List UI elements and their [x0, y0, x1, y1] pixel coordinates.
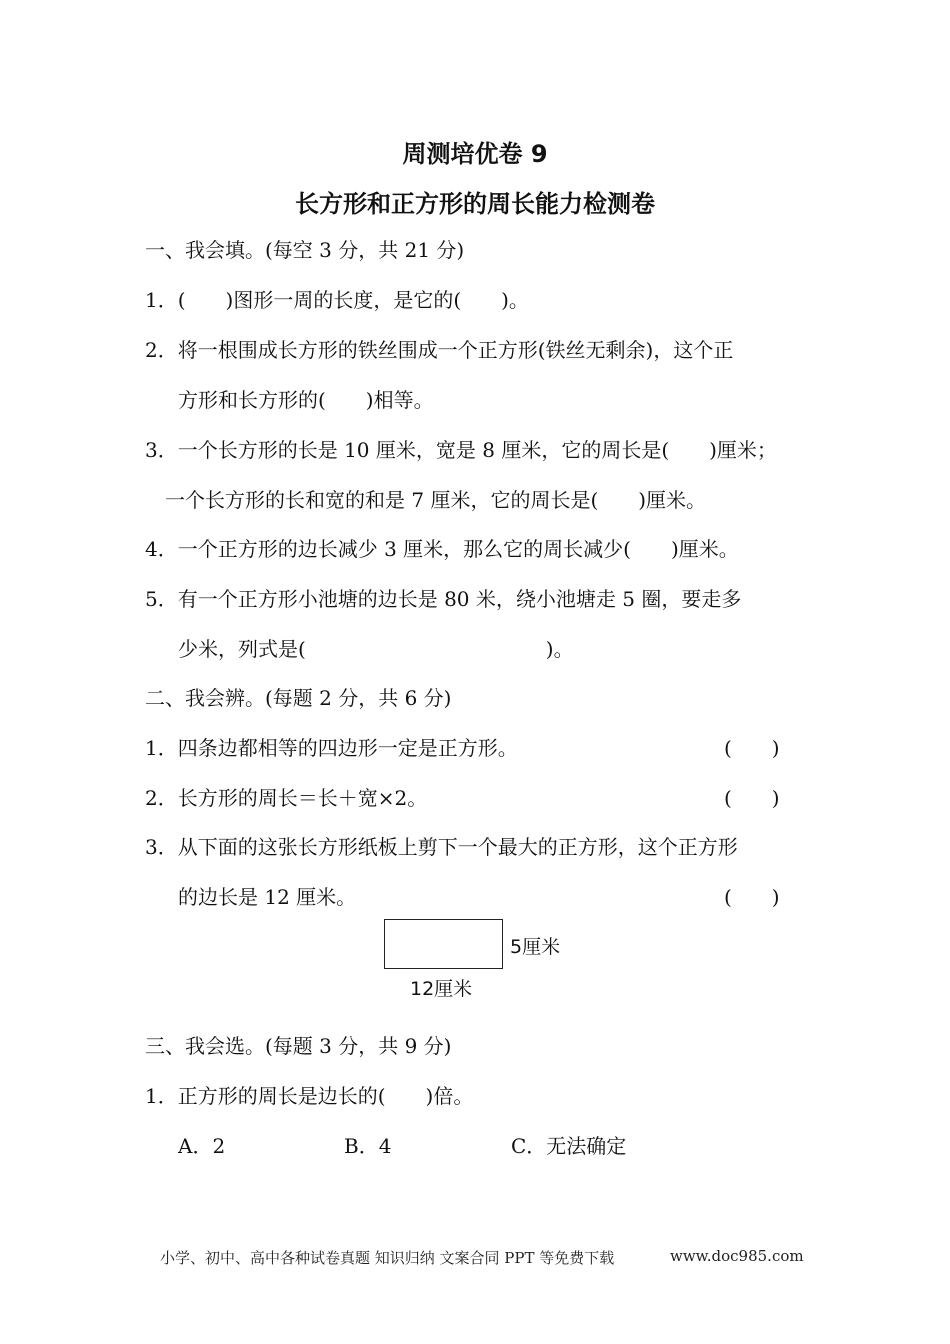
section-1-heading: 一、我会填。(每空 3 分，共 21 分) [145, 238, 465, 262]
footer-text: 小学、初中、高中各种试卷真题 知识归纳 文案合同 PPT 等免费下载 [160, 1249, 615, 1267]
section-2-heading: 二、我会辨。(每题 2 分，共 6 分) [145, 686, 452, 710]
worksheet-title: 周测培优卷 9 [402, 140, 548, 168]
worksheet-subtitle: 长方形和正方形的周长能力检测卷 [295, 190, 655, 218]
section-1-question-2-line-2: 方形和长方形的( )相等。 [178, 388, 434, 412]
section-2-question-3-line-1: 3．从下面的这张长方形纸板上剪下一个最大的正方形，这个正方形 [145, 835, 738, 859]
section-1-question-3-line-2: 一个长方形的长和宽的和是 7 厘米，它的周长是( )厘米。 [165, 488, 707, 512]
rectangle-width-label: 12厘米 [410, 978, 473, 1000]
option-b: B．4 [344, 1134, 392, 1158]
section-1-question-5-line-2: 少米，列式是( )。 [178, 637, 574, 661]
section-2-question-2: 2．长方形的周长＝长＋宽×2。 [145, 786, 428, 810]
section-2-question-3-line-2: 的边长是 12 厘米。 [178, 885, 357, 909]
section-1-question-3-line-1: 3．一个长方形的长是 10 厘米，宽是 8 厘米，它的周长是( )厘米； [145, 438, 777, 462]
section-1-question-4: 4．一个正方形的边长减少 3 厘米，那么它的周长减少( )厘米。 [145, 537, 739, 561]
footer-url[interactable]: www.doc985.com [670, 1247, 804, 1265]
option-c: C．无法确定 [511, 1134, 627, 1158]
rectangle-height-label: 5厘米 [510, 936, 561, 958]
section-3-heading: 三、我会选。(每题 3 分，共 9 分) [145, 1034, 452, 1058]
section-1-question-2-line-1: 2．将一根围成长方形的铁丝围成一个正方形(铁丝无剩余)，这个正 [145, 338, 734, 362]
rectangle-figure [384, 919, 503, 969]
section-1-question-5-line-1: 5．有一个正方形小池塘的边长是 80 米，绕小池塘走 5 圈，要走多 [145, 587, 742, 611]
answer-paren-3: ( ) [724, 885, 780, 909]
answer-paren-1: ( ) [724, 736, 780, 760]
section-3-question-1: 1．正方形的周长是边长的( )倍。 [145, 1084, 474, 1108]
answer-paren-2: ( ) [724, 786, 780, 810]
option-a: A．2 [178, 1134, 226, 1158]
section-1-question-1: 1．( )图形一周的长度，是它的( )。 [145, 288, 529, 312]
section-2-question-1: 1．四条边都相等的四边形一定是正方形。 [145, 736, 518, 760]
